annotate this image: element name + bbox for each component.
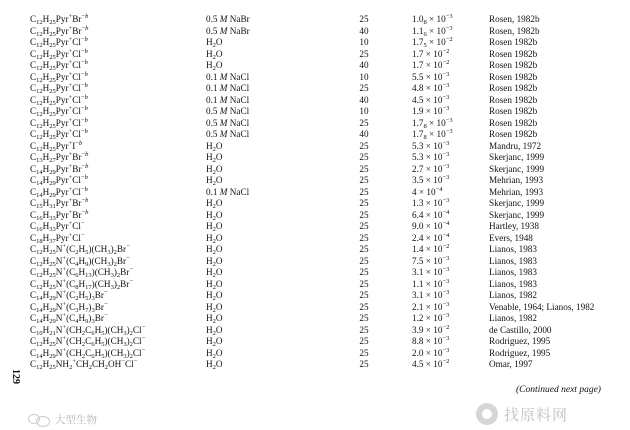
table-row — [0, 325, 630, 336]
temperature-cell: 25 — [359, 313, 369, 323]
table-row — [0, 279, 630, 290]
reference-cell: Lianos, 1983 — [489, 255, 537, 266]
temperature-cell: 40 — [359, 94, 369, 105]
reference-cell: Rosen 1982b — [489, 94, 538, 105]
value-cell: $3.5 \times 10^{-3}$ — [412, 174, 450, 185]
temperature-cell: 25 — [359, 186, 369, 197]
temperature-cell: 25 — [359, 324, 369, 335]
medium-cell: $H_2O$ — [206, 152, 223, 164]
temperature-cell: 25 — [359, 14, 369, 24]
medium-cell: $H_2O$ — [206, 359, 223, 371]
table-row — [0, 210, 630, 221]
value-cell: $1.9 \times 10^{-3}$ — [412, 105, 450, 116]
compound-cell: $C_{14}H_{29}N^+(C_3H_7)_3Br^-$ — [30, 300, 108, 314]
value-cell: $4.8 \times 10^{-3}$ — [412, 82, 450, 93]
compound-cell: $C_{14}H_{29}Pyr^+Cl^{-b}$ — [30, 185, 88, 199]
compound-cell: $C_{12}H_{25}Pyr^+Cl^{-b}$ — [30, 82, 88, 95]
medium-cell: $H_2O$ — [206, 347, 223, 360]
watermark-left — [28, 411, 97, 427]
reference-cell: Mehrian, 1993 — [489, 186, 544, 197]
medium-cell: $H_2O$ — [206, 209, 223, 222]
temperature-cell: 25 — [359, 290, 369, 300]
reference-cell: Venable, 1964; Lianos, 1982 — [489, 301, 595, 312]
temperature-cell: 25 — [359, 221, 369, 231]
temperature-cell: 25 — [359, 301, 369, 312]
table-row — [0, 348, 630, 359]
temperature-cell: 40 — [359, 25, 369, 36]
compound-cell: $C_{13}H_{27}Pyr^+Br^{-b}$ — [30, 151, 89, 164]
temperature-cell: 25 — [359, 232, 369, 243]
reference-cell: Lianos, 1982 — [489, 313, 537, 323]
value-cell: $1.3 \times 10^{-3}$ — [412, 197, 450, 208]
medium-cell: $H_2O$ — [206, 175, 223, 187]
medium-cell: $H_2O$ — [206, 37, 223, 49]
compound-cell: $C_{12}H_{25}Pyr^+Br^{-b}$ — [30, 13, 89, 26]
medium-cell: 0.5 M NaCl — [206, 117, 250, 128]
temperature-cell: 25 — [359, 152, 369, 162]
compound-cell: $C_{10}H_{21}N^+(CH_2C_6H_5)(CH_3)_2Cl^-$ — [30, 323, 146, 337]
reference-cell: Rosen 1982b — [489, 37, 538, 47]
medium-cell: $H_2O$ — [206, 255, 223, 268]
compound-cell: $C_{12}H_{25}NH_2^+CH_2CH_2OH^-Cl^-$ — [30, 358, 138, 371]
table-row — [0, 37, 630, 48]
reference-cell: Evers, 1948 — [489, 232, 533, 243]
medium-cell: 0.5 M NaCl — [206, 106, 250, 116]
reference-cell: Rosen 1982b — [489, 83, 538, 93]
value-cell: $3.1 \times 10^{-3}$ — [412, 266, 450, 277]
table-row — [0, 118, 630, 129]
medium-cell: 0.1 M NaCl — [206, 94, 250, 105]
watermark-right-text: 找原料网 — [504, 405, 569, 424]
medium-cell: $H_2O$ — [206, 313, 223, 325]
temperature-cell: 25 — [359, 347, 369, 358]
value-cell: $1.2 \times 10^{-3}$ — [412, 312, 450, 323]
value-cell: $1.1_6 \times 10^{-3}$ — [412, 24, 453, 38]
reference-cell: Rosen 1982b — [489, 71, 538, 82]
medium-cell: $H_2O$ — [206, 60, 223, 72]
watermark-logo-icon — [28, 412, 50, 426]
table-row — [0, 95, 630, 106]
value-cell: $1.7_5 \times 10^{-2}$ — [412, 36, 453, 49]
watermark-left-text: 大型生物 — [55, 413, 97, 426]
compound-cell: $C_{12}H_{25}Pyr^+I^{-b}$ — [30, 139, 83, 153]
table-row — [0, 256, 630, 267]
value-cell: $1.7_8 \times 10^{-3}$ — [412, 116, 453, 130]
reference-cell: Rodriguez, 1995 — [489, 347, 551, 358]
value-cell: $2.7 \times 10^{-3}$ — [412, 162, 450, 174]
value-cell: $1.7 \times 10^{-2}$ — [412, 47, 450, 59]
temperature-cell: 40 — [359, 60, 369, 70]
compound-cell: $C_{12}H_{25}Pyr^+Cl^{-b}$ — [30, 47, 88, 61]
reference-cell: Rosen 1982b — [489, 129, 538, 139]
reference-cell: de Castillo, 2000 — [489, 324, 552, 335]
reference-cell: Rosen 1982b — [489, 106, 538, 116]
table-row — [0, 302, 630, 313]
reference-cell: Lianos, 1983 — [489, 278, 537, 289]
value-cell: $6.4 \times 10^{-4}$ — [412, 208, 450, 220]
medium-cell: $H_2O$ — [206, 301, 223, 314]
medium-cell: $H_2O$ — [206, 232, 223, 245]
table-row — [0, 164, 630, 175]
watermark-right — [476, 402, 568, 426]
value-cell: $4.5 \times 10^{-3}$ — [412, 93, 450, 105]
table-row — [0, 359, 630, 370]
medium-cell: $H_2O$ — [206, 336, 223, 348]
temperature-cell: 40 — [359, 129, 369, 139]
compound-cell: $C_{14}H_{29}Pyr^+Br^{-b}$ — [30, 162, 89, 176]
table-row — [0, 267, 630, 278]
medium-cell: $H_2O$ — [206, 48, 223, 61]
table-row — [0, 49, 630, 60]
reference-cell: Lianos, 1983 — [489, 244, 537, 254]
medium-cell: $H_2O$ — [206, 324, 223, 337]
table-row — [0, 290, 630, 301]
table-row — [0, 221, 630, 232]
medium-cell: 0.1 M NaCl — [206, 186, 250, 197]
compound-cell: $C_{12}H_{25}N^+(C_8H_{17})(CH_3)_2Br^-$ — [30, 277, 133, 291]
value-cell: $9.0 \times 10^{-4}$ — [412, 220, 450, 231]
value-cell: $2.4 \times 10^{-4}$ — [412, 231, 450, 243]
medium-cell: $H_2O$ — [206, 244, 223, 256]
compound-cell: $C_{18}H_{37}Pyr^+Cl^-$ — [30, 231, 85, 245]
temperature-cell: 25 — [359, 209, 369, 220]
reference-cell: Rosen, 1982b — [489, 14, 540, 24]
compound-cell: $C_{12}H_{25}Pyr^+Cl^{-b}$ — [30, 93, 88, 107]
table-row — [0, 336, 630, 347]
reference-cell: Skerjanc, 1999 — [489, 152, 545, 162]
medium-cell: 0.5 M NaCl — [206, 129, 250, 139]
compound-cell: $C_{12}H_{25}N^+(C_4H_9)(CH_3)_2Br^-$ — [30, 254, 130, 268]
table-row — [0, 313, 630, 324]
table-row — [0, 14, 630, 25]
value-cell: $5.5 \times 10^{-3}$ — [412, 70, 450, 82]
table-row — [0, 152, 630, 163]
medium-cell: $H_2O$ — [206, 290, 223, 302]
value-cell: $3.1 \times 10^{-3}$ — [412, 289, 450, 300]
medium-cell: $H_2O$ — [206, 163, 223, 176]
table-row — [0, 60, 630, 71]
table-row — [0, 129, 630, 140]
temperature-cell: 10 — [359, 71, 369, 82]
temperature-cell: 10 — [359, 37, 369, 47]
reference-cell: Hartley, 1938 — [489, 221, 539, 231]
compound-cell: $C_{14}H_{29}N^+(C_4H_9)_3Br^-$ — [30, 312, 108, 325]
value-cell: $4 \times 10^{-4}$ — [412, 185, 443, 197]
compound-cell: $C_{12}H_{25}Pyr^+Cl^{-b}$ — [30, 70, 88, 84]
temperature-cell: 25 — [359, 48, 369, 59]
reference-cell: Lianos, 1982 — [489, 290, 537, 300]
reference-cell: Rodriguez, 1995 — [489, 336, 551, 346]
compound-cell: $C_{12}H_{25}Pyr^+Cl^{-b}$ — [30, 105, 88, 118]
value-cell: $1.7 \times 10^{-2}$ — [412, 59, 450, 70]
temperature-cell: 25 — [359, 359, 369, 369]
value-cell: $1.0_8 \times 10^{-3}$ — [412, 13, 453, 26]
reference-cell: Omar, 1997 — [489, 359, 533, 369]
compound-cell: $C_{15}H_{31}Pyr^+Br^{-b}$ — [30, 197, 89, 210]
reference-cell: Skerjanc, 1999 — [489, 209, 545, 220]
table-row — [0, 106, 630, 117]
compound-cell: $C_{16}H_{33}Pyr^+Cl^-$ — [30, 220, 85, 233]
temperature-cell: 25 — [359, 198, 369, 208]
reference-cell: Lianos, 1983 — [489, 267, 537, 277]
compound-cell: $C_{12}H_{25}Pyr^+Br^{-b}$ — [30, 24, 89, 38]
reference-cell: Rosen 1982b — [489, 60, 538, 70]
medium-cell: 0.1 M NaCl — [206, 83, 250, 93]
compound-cell: $C_{14}H_{29}Pyr^+Cl^{-b}$ — [30, 174, 88, 187]
reference-cell: Rosen, 1982b — [489, 25, 540, 36]
temperature-cell: 25 — [359, 163, 369, 174]
temperature-cell: 25 — [359, 140, 369, 151]
temperature-cell: 10 — [359, 106, 369, 116]
temperature-cell: 25 — [359, 278, 369, 289]
value-cell: $2.0 \times 10^{-3}$ — [412, 346, 450, 358]
medium-cell: $H_2O$ — [206, 221, 223, 233]
compound-cell: $C_{12}H_{25}N^+(C_2H_5)(CH_3)_2Br^-$ — [30, 243, 130, 256]
table-row — [0, 244, 630, 255]
watermark-logo-icon — [476, 403, 498, 425]
value-cell: $8.8 \times 10^{-3}$ — [412, 335, 450, 346]
table-row — [0, 141, 630, 152]
reference-cell: Skerjanc, 1999 — [489, 198, 545, 208]
table-row — [0, 233, 630, 244]
temperature-cell: 25 — [359, 117, 369, 128]
medium-cell: 0.5 M NaBr — [206, 25, 250, 36]
temperature-cell: 25 — [359, 336, 369, 346]
compound-cell: $C_{16}H_{33}Pyr^+Br^{-b}$ — [30, 208, 89, 222]
reference-cell: Mandru, 1972 — [489, 140, 542, 151]
page-number: 129 — [10, 369, 21, 384]
medium-cell: $H_2O$ — [206, 267, 223, 279]
temperature-cell: 25 — [359, 175, 369, 185]
value-cell: $5.3 \times 10^{-3}$ — [412, 139, 450, 151]
compound-cell: $C_{14}H_{29}N^+(CH_2C_6H_5)(CH_3)_2Cl^-$ — [30, 346, 146, 360]
reference-cell: Mehrian, 1993 — [489, 175, 544, 185]
compound-cell: $C_{12}H_{25}Pyr^+Cl^{-b}$ — [30, 36, 88, 49]
compound-cell: $C_{12}H_{25}Pyr^+Cl^{-b}$ — [30, 128, 88, 141]
compound-cell: $C_{12}H_{25}N^+(CH_2C_6H_5)(CH_3)_2Cl^-$ — [30, 335, 146, 348]
medium-cell: $H_2O$ — [206, 278, 223, 291]
value-cell: $4.5 \times 10^{-2}$ — [412, 358, 450, 369]
table-row — [0, 198, 630, 209]
compound-cell: $C_{14}H_{29}N^+(C_2H_5)_3Br^-$ — [30, 289, 108, 302]
medium-cell: $H_2O$ — [206, 140, 223, 153]
value-cell: $1.1 \times 10^{-3}$ — [412, 277, 450, 289]
reference-cell: Rosen 1982b — [489, 117, 538, 128]
temperature-cell: 25 — [359, 244, 369, 254]
value-cell: $7.5 \times 10^{-3}$ — [412, 254, 450, 266]
value-cell: $2.1 \times 10^{-3}$ — [412, 300, 450, 312]
table-row — [0, 175, 630, 186]
value-cell: $5.3 \times 10^{-3}$ — [412, 151, 450, 162]
table-row — [0, 83, 630, 94]
table-row — [0, 72, 630, 83]
temperature-cell: 25 — [359, 255, 369, 266]
table-row — [0, 187, 630, 198]
value-cell: $3.9 \times 10^{-2}$ — [412, 323, 450, 335]
temperature-cell: 25 — [359, 83, 369, 93]
value-cell: $1.4 \times 10^{-2}$ — [412, 243, 450, 254]
reference-cell: Rosen 1982b — [489, 48, 538, 59]
reference-cell: Skerjanc, 1999 — [489, 163, 545, 174]
continued-label: (Continued next page) — [516, 385, 601, 395]
medium-cell: $H_2O$ — [206, 198, 223, 210]
value-cell: $1.7_8 \times 10^{-3}$ — [412, 128, 453, 141]
compound-cell: $C_{12}H_{25}N^+(C_6H_{13})(CH_3)_2Br^-$ — [30, 266, 133, 279]
compound-cell: $C_{12}H_{25}Pyr^+Cl^{-b}$ — [30, 116, 88, 130]
temperature-cell: 25 — [359, 267, 369, 277]
compound-cell: $C_{12}H_{25}Pyr^+Cl^{-b}$ — [30, 59, 88, 72]
table-row — [0, 26, 630, 37]
medium-cell: 0.1 M NaCl — [206, 71, 250, 82]
medium-cell: 0.5 M NaBr — [206, 14, 250, 24]
